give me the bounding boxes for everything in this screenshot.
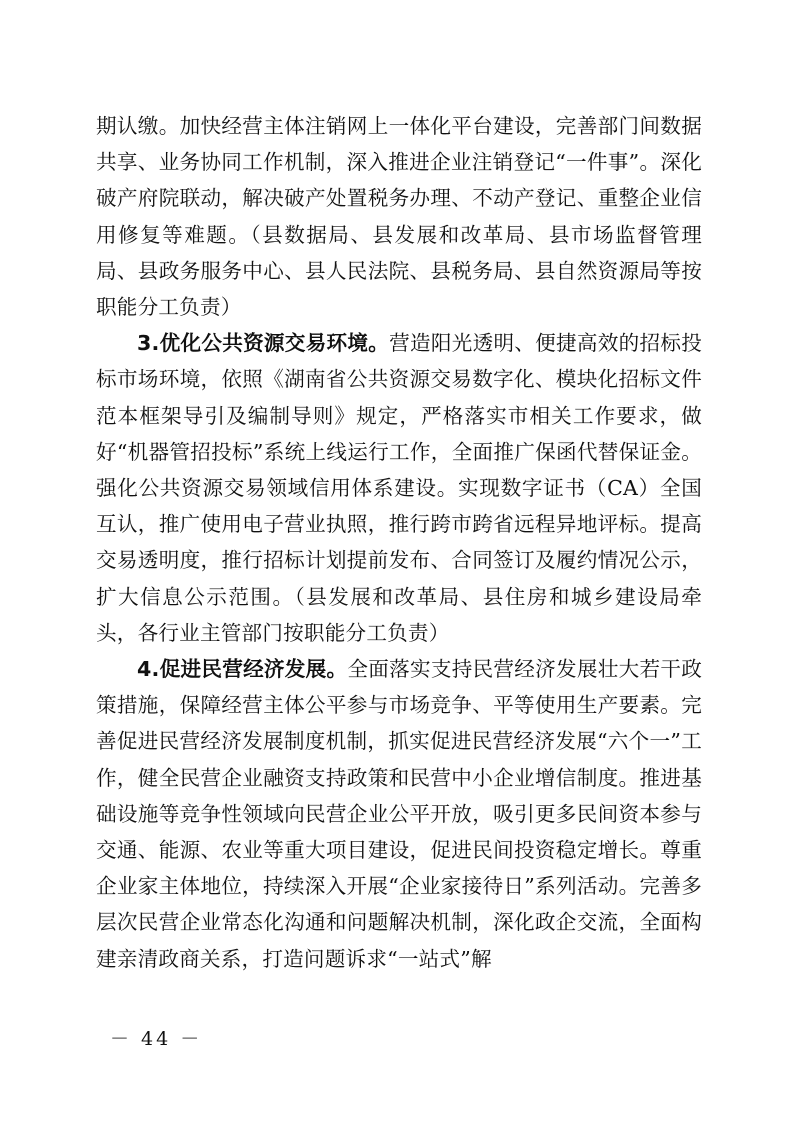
paragraph-text: 全面落实支持民营经济发展壮大若干政策措施，保障经营主体公平参与市场竞争、平等使用生产要素。完善促进民营经济发展制度机制，抓实促进民营经济发展“六个一”工作，健全民营企业融资支持政策和民营中小企业增信制度。推进基础设施等竞争性领域向民营企业公平开放，吸引更多民间资本参与交通、能源、农业等重大项目建设，促进民间投资稳定增长。尊重企业家主体地位，持续深入开展“企业家接待日”系列活动。完善多层次民营企业常态化沟通和问题解决机制，深化政企交流，全面构建亲清政商关系，打造问题诉求“一站式”解 — [96, 657, 702, 971]
section-heading: 4.促进民营经济发展。 — [137, 657, 348, 682]
document-body — [96, 108, 702, 977]
paragraph-public-resource-trading — [96, 325, 702, 651]
paragraph-text: 期认缴。加快经营主体注销网上一体化平台建设，完善部门间数据共享、业务协同工作机制，深入推进企业注销登记“一件事”。深化破产府院联动，解决破产处置税务办理、不动产登记、重整企业信用修复等难题。（县数据局、县发展和改革局、县市场监督管理局、县政务服务中心、县人民法院、县税务局、县自然资源局等按职能分工负责） — [96, 114, 702, 320]
paragraph-continuation — [96, 108, 702, 325]
page-number: － 44 － — [110, 1028, 203, 1050]
paragraph-private-economy — [96, 651, 702, 977]
paragraph-text: 营造阳光透明、便捷高效的招标投标市场环境，依照《湖南省公共资源交易数字化、模块化招标文件范本框架导引及编制导则》规定，严格落实市相关工作要求，做好“机器管招投标”系统上线运行工作，全面推广保函代替保证金。强化公共资源交易领域信用体系建设。实现数字证书（CA）全国互认，推广使用电子营业执照，推行跨市跨省远程异地评标。提高交易透明度，推行招标计划提前发布、合同签订及履约情况公示，扩大信息公示范围。（县发展和改革局、县住房和城乡建设局牵头，各行业主管部门按职能分工负责） — [96, 331, 702, 645]
section-heading: 3.优化公共资源交易环境。 — [137, 331, 390, 356]
